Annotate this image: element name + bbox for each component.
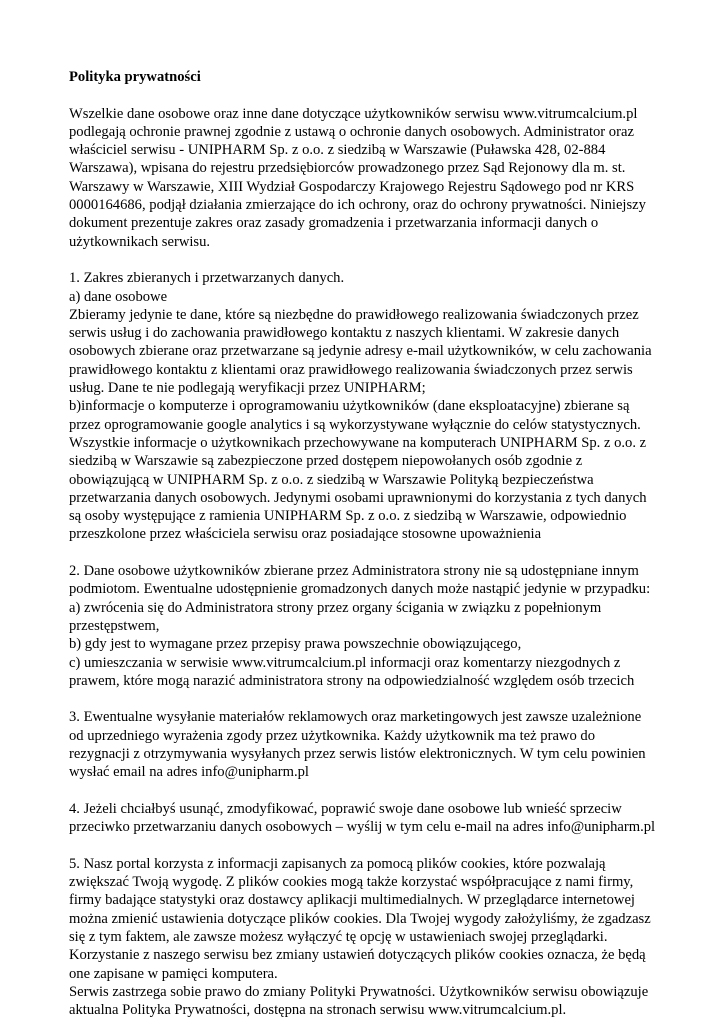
text-line: podmiotom. Ewentualne udostępnienie gromadzonych danych może nastąpić jedynie w przypadku: [69,581,651,598]
text-line: się z tym faktem, ale zawsze możesz wyłączyć tę opcję w ustawieniach swojej przeglądarki. [69,928,608,945]
text-line: przeciwko przetwarzaniu danych osobowych – wyślij w tym celu e-mail na adres info@unipharm.pl [69,819,656,836]
text-line: rezygnacji z otrzymywania wysyłanych przez serwis listów elektronicznych. W tym celu powinien [69,745,646,762]
text-line: serwis usług i do zachowania prawidłowego kontaktu z naszych klientami. W zakresie danych [69,325,620,342]
text-line: b)informacje o komputerze i oprogramowaniu użytkowników (dane eksploatacyjne) zbierane są [69,398,630,415]
text-line: dokument prezentuje zakres oraz zasady gromadzenia i przetwarzania informacji danych o [69,215,599,232]
text-line: przestępstwem, [69,617,160,634]
text-line: siedzibą w Warszawie są zabezpieczone przed dostępem niepowołanych osób zgodnie z [69,453,583,470]
text-line: podlegają ochronie prawnej zgodnie z ustawą o ochronie danych osobowych. Administrator oraz [69,123,634,140]
text-line: przetwarzania danych osobowych. Jedynymi osobami uprawnionymi do korzystania z tych danych [69,489,647,506]
paragraph-gap [69,836,669,854]
text-line: Wszystkie informacje o użytkownikach przechowywane na komputerach UNIPHARM Sp. z o.o. z [69,434,647,451]
paragraph [69,562,669,690]
text-line: zwiększać Twoją wygodę. Z plików cookies mogą także korzystać współpracujące z nami firmy, [69,874,634,891]
document-body [69,105,669,1020]
text-line: od uprzedniego wyrażenia zgody przez użytkownika. Każdy użytkownik ma też prawo do [69,727,595,744]
text-line: usług. Dane te nie podlegają weryfikacji przez UNIPHARM; [69,380,426,397]
paragraph-gap [69,251,669,269]
text-line: 0000164686, podjął działania zmierzające do ich ochrony, oraz do ochrony prywatności. Niniejszy [69,197,646,214]
paragraph-gap [69,544,669,562]
paragraph-gap [69,690,669,708]
text-line: 3. Ewentualne wysyłanie materiałów reklamowych oraz marketingowych jest zawsze uzależnione [69,709,642,726]
document-page [69,68,669,1019]
text-line: firmy badające statystyki oraz dostawcy aplikacji multimedialnych. W przeglądarce internetowej [69,892,635,909]
text-line: Warszawy w Warszawie, XIII Wydział Gospodarczy Krajowego Rejestru Sądowego pod nr KRS [69,178,635,195]
text-line: aktualna Polityka Prywatności, dostępna na stronach serwisu www.vitrumcalcium.pl. [69,1002,567,1019]
paragraph-gap [69,86,669,104]
text-line: 5. Nasz portal korzysta z informacji zapisanych za pomocą plików cookies, które pozwalają [69,855,606,872]
text-line: wysłać email na adres info@unipharm.pl [69,764,309,781]
text-line: można zmienić ustawienia dotyczące plików cookies. Dla Twojej wygody założyliśmy, że zgadzasz [69,910,651,927]
text-line: c) umieszczania w serwisie www.vitrumcalcium.pl informacji oraz komentarzy niezgodnych z [69,654,621,671]
text-line: b) gdy jest to wymagane przez przepisy prawa powszechnie obowiązującego, [69,636,522,653]
text-line: prawidłowego kontaktu z klientami oraz prawidłowego realizowania świadczonych przez serwis [69,361,633,378]
text-line: są osoby występujące z ramienia UNIPHARM Sp. z o.o. z siedzibą w Warszawie, odpowiednio [69,508,627,525]
text-line: Zbieramy jedynie te dane, które są niezbędne do prawidłowego realizowania świadczonych przez [69,306,639,323]
text-line: przeszkolone przez właściciela serwisu oraz posiadające stosowne upoważnienia [69,526,542,543]
paragraph [69,708,669,781]
text-line: Wszelkie dane osobowe oraz inne dane dotyczące użytkowników serwisu www.vitrumcalcium.pl [69,105,638,122]
document-title: Polityka prywatności [69,69,201,85]
text-line: osobowych zbierane oraz przetwarzane są jedynie adresy e-mail użytkowników, w celu zachowania [69,343,652,360]
text-line: 1. Zakres zbieranych i przetwarzanych danych. [69,270,345,287]
paragraph-gap [69,782,669,800]
text-line: właściciel serwisu - UNIPHARM Sp. z o.o. z siedzibą w Warszawie (Puławska 428, 02-884 [69,142,606,159]
text-line: 2. Dane osobowe użytkowników zbierane przez Administratora strony nie są udostępniane innym [69,563,639,580]
paragraph [69,855,669,1020]
text-line: Warszawa), wpisana do rejestru przedsiębiorców prowadzonego przez Sąd Rejonowy dla m. st. [69,160,626,177]
text-line: 4. Jeżeli chciałbyś usunąć, zmodyfikować, poprawić swoje dane osobowe lub wnieść sprzeciw [69,800,622,817]
text-line: prawem, które mogą narazić administratora strony na odpowiedzialność względem osób trzecich [69,672,635,689]
text-line: one zapisane w pamięci komputera. [69,965,278,982]
text-line: a) dane osobowe [69,288,168,305]
paragraph [69,105,669,251]
text-line: przez oprogramowanie google analytics i są wykorzystywane wyłącznie do celów statystycznych. [69,416,641,433]
text-line: obowiązującą w UNIPHARM Sp. z o.o. z siedzibą w Warszawie Polityką bezpieczeństwa [69,471,594,488]
text-line: Korzystanie z naszego serwisu bez zmiany ustawień dotyczących plików cookies oznacza, że będą [69,947,646,964]
text-line: a) zwrócenia się do Administratora strony przez organy ścigania w związku z popełnionym [69,599,602,616]
paragraph [69,800,669,837]
text-line: Serwis zastrzega sobie prawo do zmiany Polityki Prywatności. Użytkowników serwisu obowiązuje [69,983,649,1000]
text-line: użytkownikach serwisu. [69,233,211,250]
paragraph [69,269,669,543]
